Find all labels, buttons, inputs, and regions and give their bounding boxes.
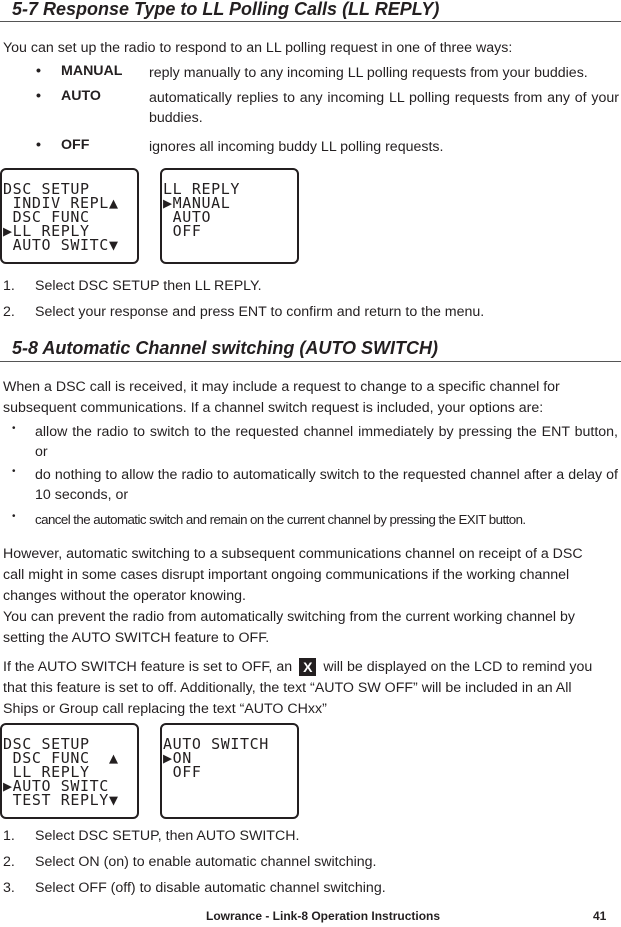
bullet-icon: • [12,423,16,434]
bullet-icon: • [36,137,41,153]
lcd-line: DSC SETUP [3,180,90,198]
paragraph-line: that this feature is set to off. Additionally, the text “AUTO SW OFF” will be included in an All [3,680,572,696]
lcd-line: INDIV REPL▲ [3,194,119,212]
paragraph-line: Ships or Group call replacing the text “AUTO CHxx” [3,701,327,717]
section-heading: 5-8 Automatic Channel switching (AUTO SWITCH) [12,338,439,358]
bullet-icon: • [36,63,41,79]
lcd-line: LL REPLY [3,763,90,781]
lcd-line: OFF [163,222,202,240]
step-text: Select DSC SETUP then LL REPLY. [35,278,262,294]
lcd-line: ▶ON [163,749,192,767]
option-description: ignores all incoming buddy LL polling requests. [149,139,444,155]
step-text: Select OFF (off) to disable automatic channel switching. [35,880,386,896]
list-item: do nothing to allow the radio to automatically switch to the requested channel after a delay of 10 seconds, or [35,467,618,503]
option-description: reply manually to any incoming LL polling requests from your buddies. [149,65,588,81]
paragraph-text: will be displayed on the LCD to remind you [323,659,593,675]
x-indicator-icon: X [299,658,316,676]
step-number: 2. [3,854,15,870]
step-text: Select your response and press ENT to confirm and return to the menu. [35,304,485,320]
list-item: allow the radio to switch to the requested channel immediately by pressing the ENT button, or [35,424,618,460]
step-text: Select ON (on) to enable automatic channel switching. [35,854,377,870]
step-number: 1. [3,278,15,294]
lcd-line: ▶LL REPLY [3,222,90,240]
paragraph-line [3,657,618,678]
paragraph-text: If the AUTO SWITCH feature is set to OFF, an [3,659,293,675]
bullet-icon: • [12,466,16,477]
section-divider [0,21,621,22]
intro-line: subsequent communications. If a channel switch request is included, your options are: [3,400,544,416]
step-number: 1. [3,828,15,844]
option-term: AUTO [61,88,101,104]
list-item: cancel the automatic switch and remain on the current channel by pressing the EXIT button. [35,512,526,527]
lcd-display-dsc-setup [0,168,139,264]
lcd-line: AUTO SWITC▼ [3,236,119,254]
lcd-display-auto-switch [160,723,299,819]
lcd-line: DSC SETUP [3,735,90,753]
page-number: 41 [593,909,607,923]
option-term: MANUAL [61,63,123,79]
footer-title: Lowrance - Link-8 Operation Instructions [206,909,441,923]
paragraph-line: However, automatic switching to a subsequent communications channel on receipt of a DSC [3,546,583,562]
lcd-line: ▶AUTO SWITC [3,777,109,795]
option-description: automatically replies to any incoming LL polling requests from any of your buddies. [149,90,619,126]
paragraph-line: You can prevent the radio from automatically switching from the current working channel by [3,609,575,625]
option-term: OFF [61,137,90,153]
lcd-display-ll-reply [160,168,299,264]
lcd-line: TEST REPLY▼ [3,791,119,809]
lcd-line: DSC FUNC ▲ [3,749,119,767]
lcd-line: OFF [163,763,202,781]
lcd-line: ▶MANUAL [163,194,231,212]
paragraph-line: changes without the operator knowing. [3,588,246,604]
section-divider [0,361,621,362]
lcd-line: AUTO [163,208,212,226]
section-heading: 5-7 Response Type to LL Polling Calls (LL REPLY) [12,0,440,19]
lcd-line: LL REPLY [163,180,241,198]
lcd-line: DSC FUNC [3,208,90,226]
step-text: Select DSC SETUP, then AUTO SWITCH. [35,828,300,844]
intro-paragraph: You can set up the radio to respond to an LL polling request in one of three ways: [3,40,513,56]
paragraph-line: setting the AUTO SWITCH feature to OFF. [3,630,270,646]
lcd-display-dsc-setup [0,723,139,819]
paragraph-line: call might in some cases disrupt important ongoing communications if the working channel [3,567,570,583]
lcd-line: AUTO SWITCH [163,735,269,753]
intro-line: When a DSC call is received, it may include a request to change to a specific channel for [3,379,560,395]
step-number: 3. [3,880,15,896]
step-number: 2. [3,304,15,320]
bullet-icon: • [12,511,16,522]
bullet-icon: • [36,88,41,104]
